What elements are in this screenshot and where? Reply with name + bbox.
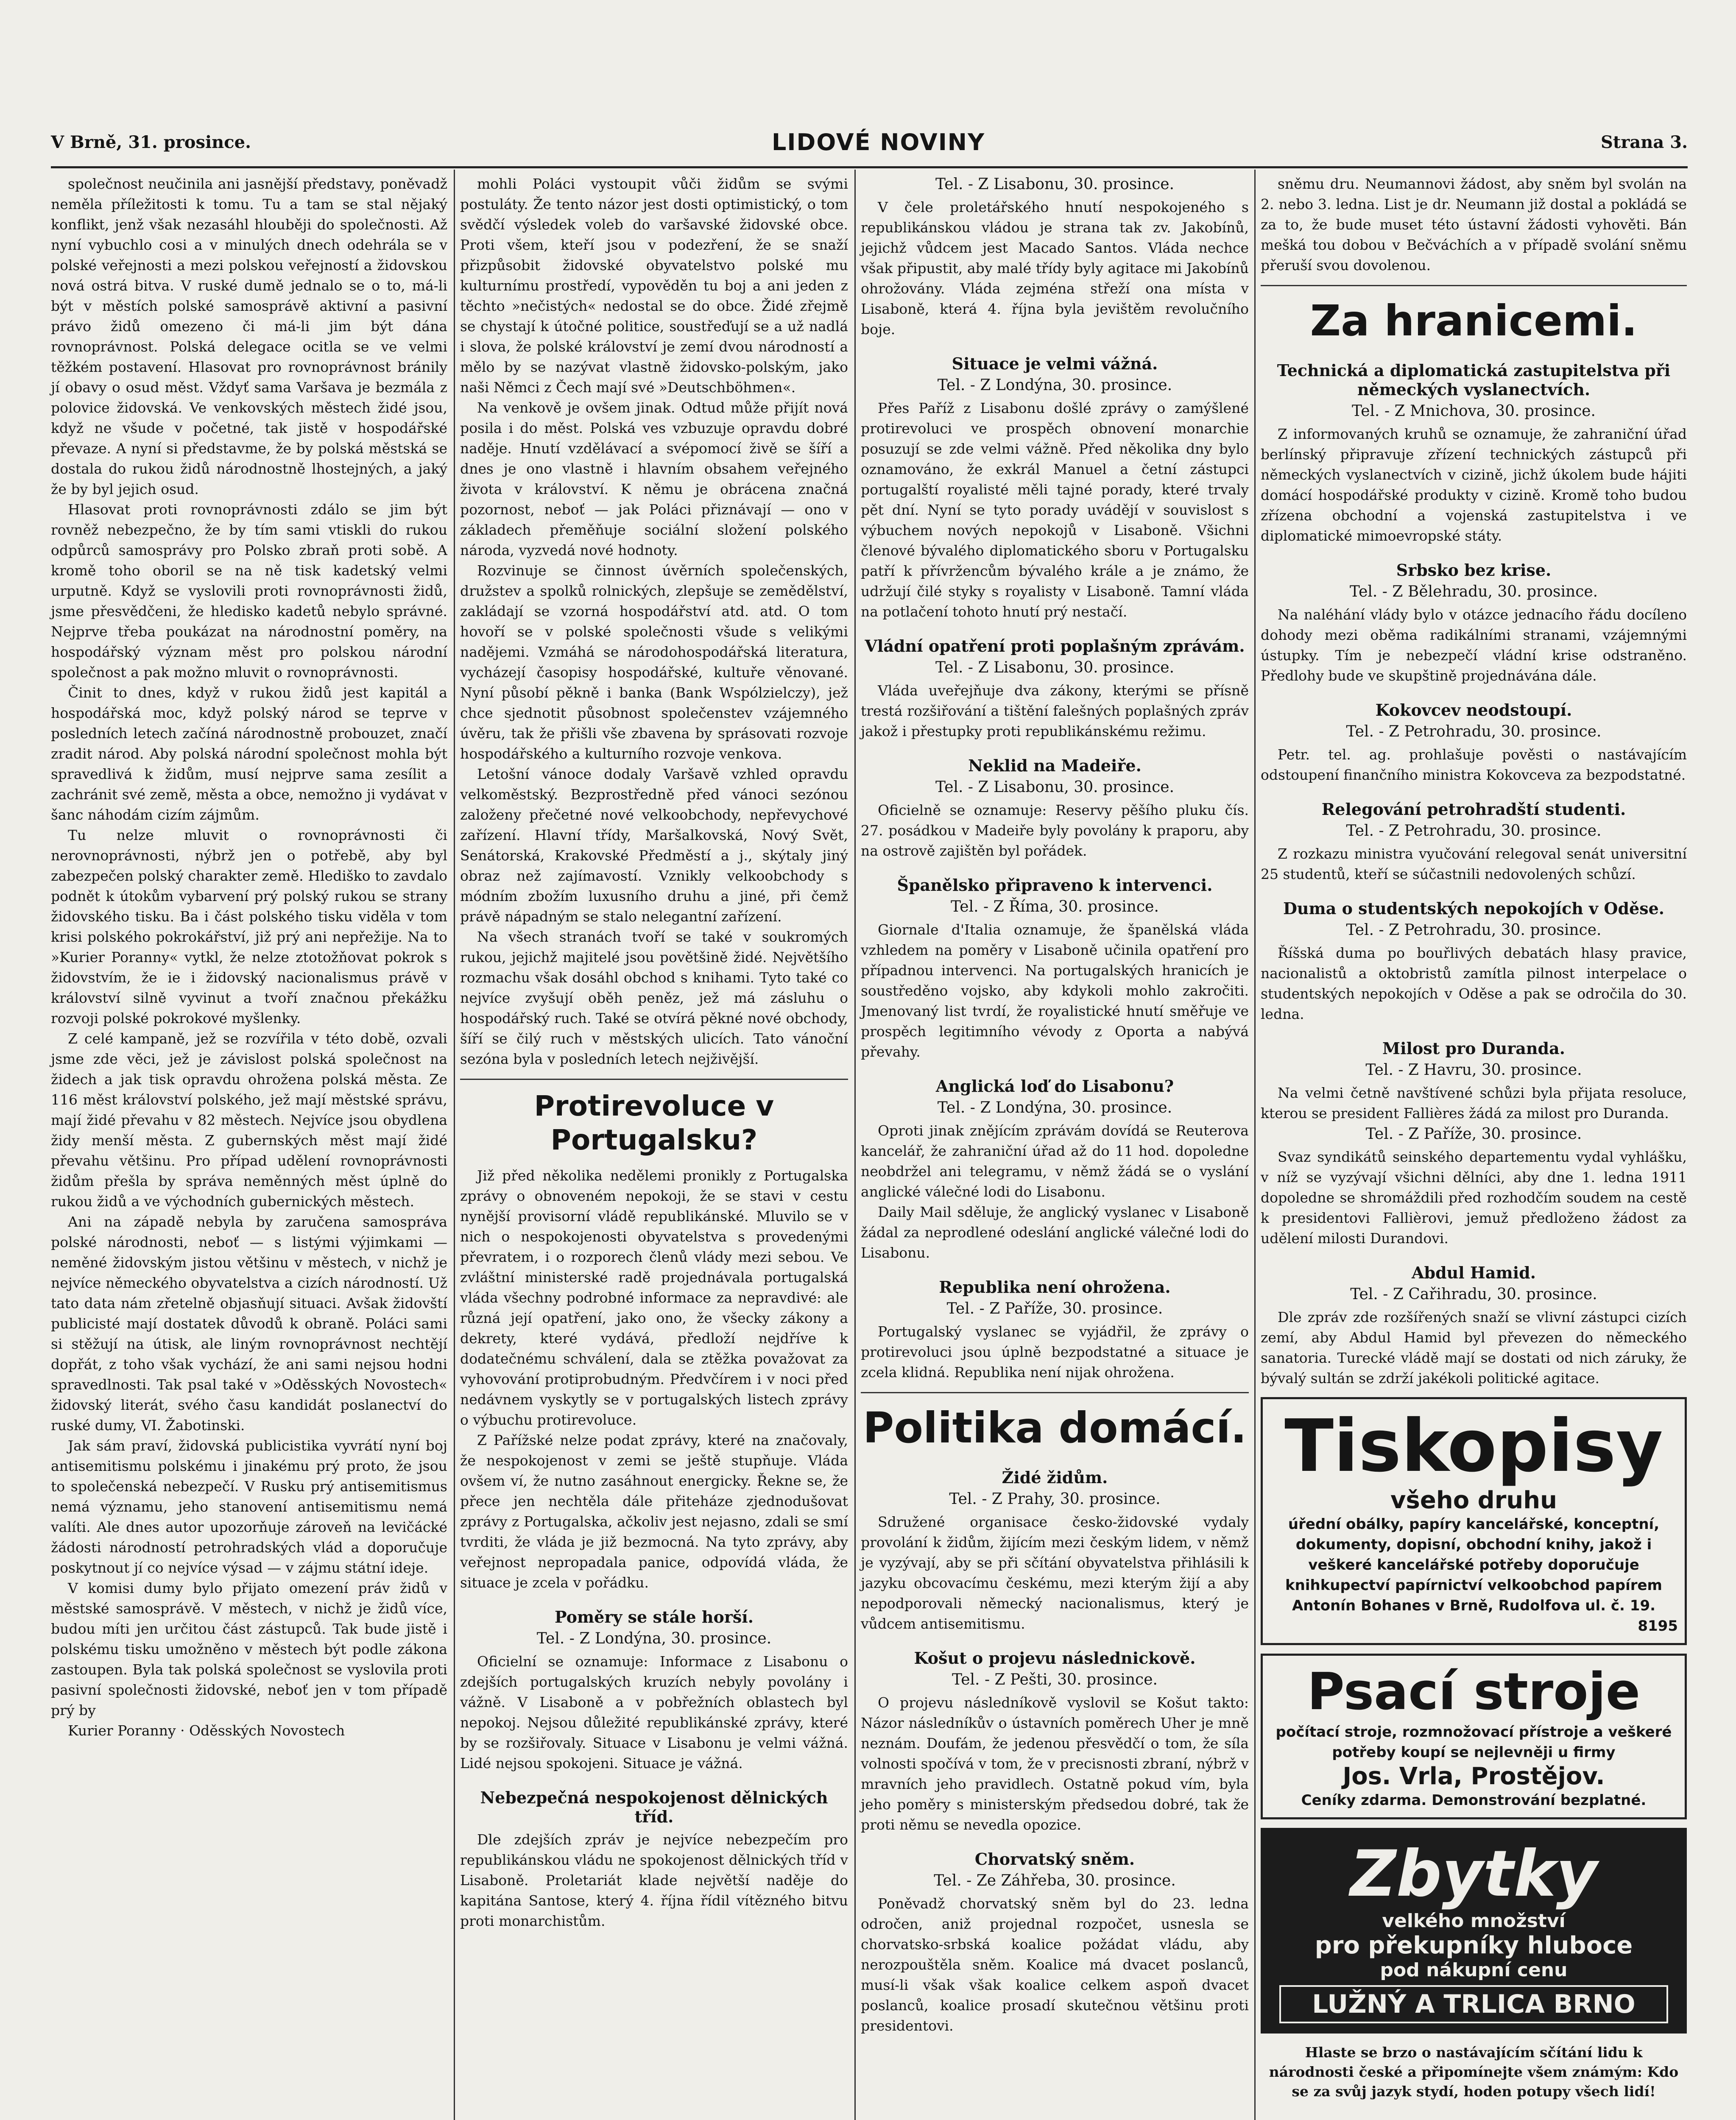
- article-paragraph: Činit to dnes, když v rukou židů jest kapitál a hospodářská moc, když polský národ se teprve v posledních letech začíná národnostně probouzet, značí zradit národ. Aby polská národní společnost mohla být spravedlivá k židům, musí nejprve sama zesílit a zachránit své země, města a obce, nemožno ji vydávat v šanc náhodám cizím zájmům.: [51, 684, 447, 823]
- advertisement-zbytky: [1261, 1828, 1687, 2034]
- dateline: Tel. - Z Londýna, 30. prosince.: [937, 1099, 1172, 1116]
- column-divider: [1254, 170, 1256, 2120]
- footer-appeal: Hlaste se brzo o nastávajícím sčítání lidu k národnosti české a připomínejte všem známým: Kdo se za svůj jazyk stydí, hoden potupy všech lidí!: [1269, 2044, 1679, 2100]
- article-paragraph: Na venkově je ovšem jinak. Odtud může přijít nová posila i do měst. Polská ves vzbuzuje opravdu dobré naděje. Hnutí vzdělávací a svépomocí živě se šíří a dnes je ono vlastně i hlavním obsahem veřejného života v království. K němu je obrácena značná pozornost, neboť — jak Poláci přiznávají — ono v základech přeměňuje sociální složení polského národa, vyzvedá nové hodnoty.: [460, 399, 848, 558]
- ad-subtitle: všeho druhu: [1390, 1487, 1557, 1514]
- article-paragraph: Poněvadž chorvatský sněm byl do 23. ledna odročen, aniž projednal rozpočet, usnesla se chorvatsko-srbská koalice požádat vládu, aby nerozpouštěla sněm. Koalice má dvacet poslanců, musí-li však však koalice celkem aspoň dvacet poslanců, koalice prosadí skutečnou většinu proti presidentovi.: [861, 1895, 1249, 2034]
- ad-line: pro překupníky hluboce: [1315, 1932, 1633, 1959]
- dateline: Tel. - Z Cařihradu, 30. prosince.: [1350, 1286, 1597, 1303]
- article-heading: Nebezpečná nespokojenost dělnických tříd.: [480, 1788, 828, 1826]
- column-1: společnost neučinila ani jasnější představy, poněvadž neměla příležitosti k tomu. Tu a tam se stal nějaký konflikt, jenž však nezasáhl hlouběji do společnosti. Až nyní vybuchlo cosi a v minulých dnech odehrála se v polské veřejnosti a mezi polskou veřejností a židovskou nová ostrá bitva. V ruské dumě jednalo se o to, má-li být v městích polské samosprávě aktivní a pasivní právo židů omezeno či má-li jim být dána rovnoprávnost. Polská delegace ocitla se ve velmi těžkém postavení. Hlasovat pro rovnoprávnost bránily jí obavy o osud měst. Vždyť sama Varšava je bezmála z polovice židovská. Ve venkovských městech židé jsou, když ne všude v početné, tak jistě v hospodářské převaze. A nyní si představme, že by polská městská se dostala do rukou židů národnostně lhostejných, a jaký že by byl jejich osud. Hlasovat proti rovnoprávnosti zdálo se jim být rovněž nebezpečno, že by tím sami vtiskli do rukou odpůrců samosprávy pro Polsko zbraň proti sobě. A kromě toho oboril se na ně tisk kadetský velmi urputně. Když se vyslovili proti rovnoprávnosti židů, jsme přesvědčeni, že hledisko kadetů nebylo správné. Nejprve třeba poukázat na národnostní poměry, na hospodářský význam měst pro polskou národní společnost a pak možno mluvit o rovnoprávnosti. Činit to dnes, když v rukou židů jest kapitál a hospodářská moc, když polský národ se teprve v posledních letech začíná národnostně probouzet, značí zradit národ. Aby polská národní společnost mohla být spravedlivá k židům, musí nejprve sama zesílit a zachránit své země, města a obce, nemožno ji vydávat v šanc náhodám cizím zájmům. Tu nelze mluvit o rovnoprávnosti či nerovnoprávnosti, nýbrž jen o potřebě, aby byl zabezpečen polský charakter země. Hlediško to zavdalo podnět k útokům vybarvení prý polský rukou se strany židovského tisku. Ba i část polského tisku viděla v tom krisi polského pokrokářství, již prý ani nepřežije. Na to »Kurier Poranny« vytkl, že nelze ztotožňovat pokrok s židovstvím, že ie i židovský nacionalismus právě v království silně vyvinut a tvoří značnou překážku rozvoji polské pokrokové myšlenky. Z celé kampaně, jež se rozvířila v této době, ozvali jsme zde věci, jež je závislost polská společnost na židech a jak tisk opravdu ohrožena polská města. Ze 116 měst království polského, jež mají městské správu, mají židé převahu v 82 městech. Nejvíce jsou obydlena židy menší města. Z gubernských měst mají židé převahu většinu. Pro případ udělení rovnoprávnosti židům přešla by správa neměnných měst úplně do rukou židů a ve východních gubernických městech. Ani na západě nebyla by zaručena samospráva polské národnosti, neboť — s listými výjimkami — neměné židovským jistou většinu v městech, v nichž je nejvíce německého obyvatelstva a cizích národností. Už tato data nám zřetelně objasňují situaci. Avšak židovští publicisté mají dostatek důvodů k obraně. Poláci sami si stěžují na útisk, ale liným rovnoprávnost nechtějí dopřát, z toho však vychází, že ani sami nejsou hodni spravedlnosti. Tak psal také v »Oděsských Novostech« židovský literát, svého času kandidát poslanectví do ruské dumy, VI. Žabotinski. Jak sám praví, židovská publicistika vyvrátí nyní boj antisemitismu polskému i jinakému prý proto, že jsou to společenská nebezpečí. V Rusku prý antisemitismus nemá významu, jeho stanovení antisemitismu nemá valíti. Ale dnes autor upozorňuje zároveň na levičácké žádosti národností petrohradských vlád a doporučuje poskytnout jí co nejvíce výsad — v zájmu státní ideje. V komisi dumy bylo přijato omezení práv židů v městské samosprávě. V městech, v nichž je židů více, budou míti jen určitou část zástupců. Tak bude jistě i polskému tisku umožněno v městech být podle zákona zastoupen. Byla tak polská společnost se vyslovila proti pasivní společnosti židovské, neboť jen v tom případě prý by Kurier Poranny · Oděsských Novostech: [51, 174, 447, 1741]
- article-heading: Neklid na Madeiře.: [968, 756, 1142, 775]
- dateline: Tel. - Z Lisabonu, 30. prosince.: [935, 778, 1175, 796]
- section-title: Protirevoluce v Portugalsku?: [534, 1090, 774, 1156]
- article-paragraph: Na naléhání vlády bylo v otázce jednacího řádu docíleno dohody mezi oběma radikálními stranami, vzájemnými ústupky. Tím je nebezpečí vládní krise odstraněno. Předlohy bude ve skupštině projednávána dále.: [1261, 606, 1687, 684]
- article-paragraph: Na všech stranách tvoří se také v soukromých rukou, jejichž majitelé jsou povětšině židé. Největšího rozmachu však dosáhl obchod s knihami. Tyto také co nejvíce zvyšují oběh peněz, jež má zásluhu o hospodářský ruch. Také se otvírá pěkné nové obchody, šíří se čilý ruch v městských ulicích. Tato vánoční sezóna byla v posledních letech nejživější.: [460, 929, 848, 1067]
- dateline: Tel. - Z Říma, 30. prosince.: [951, 898, 1159, 915]
- column-3: [861, 174, 1249, 2036]
- cited-newspaper: Kurier Poranny: [68, 1722, 176, 1739]
- cited-newspaper: Oděsských Novostech: [189, 1722, 345, 1739]
- article-paragraph: Z informovaných kruhů se oznamuje, že zahraniční úřad berlínský připravuje zřízení technických zástupců při německých vyslanectvích v cizině, jichž úkolem bude hájiti domácí hospodářské produkty v cizině. Kromě toho budou zřízena obchodní a vojenská zastupitelstva i ve diplomatické mimoevropské státy.: [1261, 426, 1687, 544]
- article-heading: Anglická loď do Lisabonu?: [935, 1077, 1174, 1096]
- dateline: Tel. - Z Petrohradu, 30. prosince.: [1346, 921, 1602, 939]
- article-paragraph: Přes Paříž z Lisabonu došlé zprávy o zamýšlené protirevoluci ve prospěch obnovení monarchie posuzují se zde velmi vážně. Před několika dny bylo oznamováno, že exkrál Manuel a četní zástupci portugalští royalisté měli tajné porady, které trvaly pět dní. Nyní se tyto porady uvádějí v souvislost s výbuchem nových nepokojů v Lisaboně. Všichni členové bývalého diplomatického sboru v Portugalsku patří k přívržencům bývalého krále a je známo, že udržují čilé styky s royalisty v Lisaboně. Tamní vláda na potlačení tohoto hnutí prý nestačí.: [861, 400, 1249, 620]
- ad-text: počítací stroje, rozmnožovací přístroje a veškeré potřeby koupí se nejlevněji u firmy: [1275, 1724, 1672, 1761]
- dateline: Tel. - Z Petrohradu, 30. prosince.: [1346, 822, 1602, 840]
- article-heading: Španělsko připraveno k intervenci.: [897, 876, 1213, 895]
- article-paragraph: Oproti jinak znějícím zprávám dovídá se Reuterova kancelář, že zahraniční úřad až do 11 hod. dopoledne neobdržel ani telegramu, v němž žádá se o vyslání anglické válečné lodi do Lisabonu.: [861, 1122, 1249, 1200]
- article-paragraph: V čele proletářského hnutí nespokojeného s republikánskou vládou je strana tak zv. Jakobínů, jejichž vůdcem jest Macado Santos. Vláda nechce však připustit, aby malé třídy byly agitace mi Jakobínů ohrožovány. Vláda zejména střeží ona místa v Lisaboně, která 4. října byla jevištěm revolučního boje.: [861, 199, 1249, 338]
- article-heading: Republika není ohrožena.: [939, 1278, 1171, 1297]
- article-paragraph: Dle zpráv zde rozšířených snaží se vlivní zástupci cizích zemí, aby Abdul Hamid byl převezen do německého sanatoria. Turecké vládě mají se dostati od nich záruky, že bývalý sultán se zdrží jakékoli politické agitace.: [1261, 1309, 1687, 1386]
- article-paragraph: Daily Mail sděluje, že anglický vyslanec v Lisaboně žádal za neprodlené odeslání anglické válečné lodi do Lisabonu.: [861, 1204, 1249, 1261]
- section-rule: [861, 1392, 1249, 1393]
- dateline: Tel. - Z Petrohradu, 30. prosince.: [1346, 723, 1602, 740]
- article-heading: Milost pro Duranda.: [1382, 1039, 1565, 1058]
- dateline: Tel. - Z Paříže, 30. prosince.: [1365, 1125, 1582, 1143]
- page-header: [51, 129, 1688, 158]
- article-paragraph: Jak sám praví, židovská publicistika vyvrátí nyní boj antisemitismu polskému i jinakému prý proto, že jsou to společenská nebezpečí. V Rusku prý antisemitismus nemá významu, jeho stanovení antisemitismu nemá valíti. Ale dnes autor upozorňuje zároveň na levičácké žádosti národností petrohradských vlád a doporučuje poskytnout jí co nejvíce výsad — v zájmu státní ideje.: [51, 1437, 447, 1576]
- article-paragraph: společnost neučinila ani jasnější představy, poněvadž neměla příležitosti k tomu. Tu a tam se stal nějaký konflikt, jenž však nezasáhl hlouběji do společnosti. Až nyní vybuchlo cosi a v minulých dnech odehrála se v polské veřejnosti a mezi polskou veřejností a židovskou nová ostrá bitva. V ruské dumě jednalo se o to, má-li být v městích polské samosprávě aktivní a pasivní právo židů omezeno či má-li jim být dána rovnoprávnost. Polská delegace ocitla se ve velmi těžkém postavení. Hlasovat pro rovnoprávnost bránily jí obavy o osud měst. Vždyť sama Varšava je bezmála z polovice židovská. Ve venkovských městech židé jsou, když ne všude v početné, tak jistě v hospodářské převaze. A nyní si představme, že by polská městská se dostala do rukou židů národnostně lhostejných, a jaký že by byl jejich osud.: [51, 176, 447, 497]
- article-paragraph: Z celé kampaně, jež se rozvířila v této době, ozvali jsme zde věci, jež je závislost polská společnost na židech a jak tisk opravdu ohrožena polská města. Ze 116 měst království polského, jež mají městské správu, mají židé převahu v 82 městech. Nejvíce jsou obydlena židy menší města. Z gubernských měst mají židé převahu většinu. Pro případ udělení rovnoprávnosti židům přešla by správa neměnných měst úplně do rukou židů a ve východních gubernických městech.: [51, 1030, 447, 1210]
- ad-code: 8195: [1638, 1618, 1678, 1635]
- article-paragraph: Rozvinuje se činnost úvěrních společenských, družstev a spolků rolnických, zlepšuje se zemědělství, zakládají se vzorná hospodářství atd. atd. O tom hovoří se v polské společnosti všude s velikými nadějemi. Vzmáhá se národohospodářská literatura, vycházejí časopisy hospodářské, kultuře věnované. Nyní působí pěkně i banka (Bank Wspólzielczy), jež chce sjednotit působnost společenstev vzájemného úvěru, tak že přišli vše zbavena by sprásovati rozvoje hospodářského a kulturního rozvoje venkova.: [460, 562, 848, 762]
- article-heading: Kokovcev neodstoupí.: [1375, 700, 1572, 720]
- dateline: Tel. - Ze Záhřeba, 30. prosince.: [934, 1872, 1176, 1889]
- article-heading: Srbsko bez krise.: [1396, 561, 1552, 580]
- article-heading: Poměry se stále horší.: [555, 1607, 754, 1626]
- header-rule: [51, 166, 1688, 168]
- section-rule: [460, 1079, 848, 1080]
- article-heading: Košut o projevu následnickově.: [914, 1649, 1196, 1668]
- article-paragraph: Letošní vánoce dodaly Varšavě vzhled opravdu velkoměstský. Bezprostředně před vánoci sezónou založeny přečetné nové velkoobchody, nepřevychové zařízení. Hlavní třídy, Maršalkovská, Nový Svět, Senátorská, Krakovské Předměstí a j., skýtaly jiný obraz než zajímavostí. Vznikly velkoobchody s módním zbožím luxusního druhu a jiné, při čemž právě nápadným se stalo nelegantní zařízení.: [460, 766, 848, 925]
- dateline: Tel. - Z Lisabonu, 30. prosince.: [935, 176, 1175, 193]
- article-paragraph: Říšská duma po bouřlivých debatách hlasy pravice, nacionalistů a oktobristů zamítla pilnost interpelace o studentských nepokojích v Oděse a pak se odročila do 30. ledna.: [1261, 945, 1687, 1022]
- article-paragraph: Oficielní se oznamuje: Informace z Lisabonu o zdejších portugalských kruzích nebyly povolány i vážně. V Lisaboně a v pobřežních oblastech byl nepokoj. Nejsou důležité republikánské zprávy, které by se rozšiřovaly. Situace v Lisabonu je velmi vážná. Lidé nejsou spokojeni. Situace je vážná.: [460, 1653, 848, 1771]
- article-paragraph: Svaz syndikátů seinského departementu vydal vyhlášku, v níž se vyzývají všichni dělníci, aby dne 1. ledna 1911 dopoledne se shromáždili před rozhodčím soudem na cestě k presidentovi Fallièrovi, jemuž předloženo žádost za udělení milosti Durandovi.: [1261, 1149, 1687, 1247]
- article-heading: Relegování petrohradští studenti.: [1321, 800, 1626, 819]
- ad-note: Ceníky zdarma. Demonstrování bezplatné.: [1301, 1792, 1647, 1809]
- article-heading: Židé židům.: [1002, 1468, 1108, 1487]
- section-title: Politika domácí.: [863, 1403, 1247, 1453]
- column-divider: [454, 170, 455, 2120]
- section-title: Za hranicemi.: [1310, 296, 1638, 346]
- page-number: Strana 3.: [1600, 132, 1688, 152]
- place-date: V Brně, 31. prosince.: [51, 132, 251, 152]
- article-paragraph: Vláda uveřejňuje dva zákony, kterými se přísně trestá rozšiřování a tištění falešných poplašných zpráv jakož i přestupky proti republikánskému režimu.: [861, 682, 1249, 739]
- ad-company: Jos. Vrla, Prostějov.: [1342, 1763, 1605, 1790]
- ad-title: Tiskopisy: [1284, 1404, 1663, 1488]
- dateline: Tel. - Z Mnichova, 30. prosince.: [1352, 402, 1596, 420]
- column-4: [1261, 174, 1687, 2101]
- article-heading: Abdul Hamid.: [1412, 1263, 1536, 1282]
- article-paragraph: V komisi dumy bylo přijato omezení práv židů v městské samosprávě. V městech, v nichž je židů více, budou míti jen určitou část zástupců. Tak bude jistě i polskému tisku umožněno v městech být podle zákona zastoupen. Byla tak polská společnost se vyslovila proti pasivní společnosti židovské, neboť jen v tom případě prý by: [51, 1580, 447, 1718]
- article-paragraph: Již před několika nedělemi pronikly z Portugalska zprávy o obnoveném nepokoji, že se stavi v cestu nynější provisorní vládě republikánské. Mluvilo se v nich o nespokojenosti obyvatelstva s provedenými převratem, i o rozporech členů vlády mezi sebou. Ve zvláštní ministerské radě projednávala portugalská vláda všechny podrobné informace za nepravdivé: ale různá její opatření, jako ono, že všecky zákony a dekrety, které vydává, předloží nejdříve k dodatečnému schválení, dala se ztěžka považovat za vyhovování protiprobudným. Předvčírem i v noci před nedávnem vyskytly se v portugalských listech zprávy o výbuchu protirevoluce.: [460, 1167, 848, 1428]
- dateline: Tel. - Z Paříže, 30. prosince.: [946, 1300, 1163, 1317]
- ad-title: Psací stroje: [1307, 1663, 1641, 1721]
- article-paragraph: sněmu dru. Neumannovi žádost, aby sněm byl svolán na 2. nebo 3. ledna. List je dr. Neumann již dostal a pokládá se za to, že bude muset této ústavní žádosti vyhověti. Bán mešká tou dobou v Bečváchích a v případě svolání sněmu přeruší svou dovolenou.: [1261, 176, 1687, 273]
- ad-line: pod nákupní cenu: [1380, 1959, 1568, 1981]
- article-paragraph: O projevu následníkově vyslovil se Košut takto: Názor následníkův o ústavních poměrech Uher je mně neznám. Doufám, že jedenou přesvědčí o tom, že síla volnosti spočívá v tom, že v precisnosti zbraní, nýbrž v mravních jeho pravidlech. Ostatně pokud vím, byla jeho poměry s ministerským předsedou dobré, tak že proti němu se nevedla opozice.: [861, 1694, 1249, 1833]
- article-heading: Duma o studentských nepokojích v Oděse.: [1283, 899, 1665, 918]
- article-paragraph: Tu nelze mluvit o rovnoprávnosti či nerovnoprávnosti, nýbrž jen o potřebě, aby byl zabezpečen polský charakter země. Hlediško to zavdalo podnět k útokům vybarvení prý polský rukou se strany židovského tisku. Ba i část polského tisku viděla v tom krisi polského pokrokářství, již prý ani nepřežije. Na to »Kurier Poranny« vytkl, že nelze ztotožňovat pokrok s židovstvím, že ie i židovský nacionalismus právě v království silně vyvinut a tvoří značnou překážku rozvoji polské pokrokové myšlenky.: [51, 827, 447, 1027]
- article-paragraph: Petr. tel. ag. prohlašuje pověsti o nastávajícím odstoupení finančního ministra Kokovceva za bezpodstatné.: [1261, 746, 1687, 783]
- dateline: Tel. - Z Londýna, 30. prosince.: [937, 377, 1172, 394]
- article-paragraph: Z rozkazu ministra vyučování relegoval senát universitní 25 studentů, kteří se súčastnili nedovolených schůzí.: [1261, 845, 1687, 882]
- ad-text: úřední obálky, papíry kancelářské, konceptní, dokumenty, dopisní, obchodní knihy, jakož i veškeré kancelářské potřeby doporučuje knihkupectví papírnictví velkoobchod papírem Antonín Bohanes v Brně, Rudolfova ul. č. 19.: [1285, 1516, 1662, 1614]
- article-paragraph: Hlasovat proti rovnoprávnosti zdálo se jim být rovněž nebezpečno, že by tím sami vtiskli do rukou odpůrců samosprávy pro Polsko zbraň proti sobě. A kromě toho oboril se na ně tisk kadetský velmi urputně. Když se vyslovili proti rovnoprávnosti židů, jsme přesvědčeni, že hledisko kadetů nebylo správné. Nejprve třeba poukázat na národnostní poměry, na hospodářský význam měst pro polskou národní společnost a pak možno mluvit o rovnoprávnosti.: [51, 501, 447, 681]
- column-2: [460, 174, 848, 1931]
- dateline: Tel. - Z Londýna, 30. prosince.: [536, 1630, 772, 1647]
- masthead: LIDOVÉ NOVINY: [772, 129, 985, 156]
- article-paragraph: Ani na západě nebyla by zaručena samospráva polské národnosti, neboť — s listými výjimkami — neměné židovským jistou většinu v městech, v nichž je nejvíce německého obyvatelstva a cizích národností. Už tato data nám zřetelně objasňují situaci. Avšak židovští publicisté mají dostatek důvodů k obraně. Poláci sami si stěžují na útisk, ale liným rovnoprávnost nechtějí dopřát, z toho však vychází, že ani sami nejsou hodni spravedlnosti. Tak psal také v »Oděsských Novostech« židovský literát, svého času kandidát poslanectví do ruské dumy, VI. Žabotinski.: [51, 1213, 447, 1434]
- article-paragraph: Na velmi četně navštívené schůzi byla přijata resoluce, kterou se president Fallières žádá za milost pro Duranda.: [1261, 1085, 1687, 1121]
- dateline: Tel. - Z Lisabonu, 30. prosince.: [935, 659, 1175, 676]
- dateline: Tel. - Z Bělehradu, 30. prosince.: [1349, 583, 1598, 600]
- dateline: Tel. - Z Pešti, 30. prosince.: [952, 1671, 1158, 1688]
- dateline: Tel. - Z Havru, 30. prosince.: [1365, 1061, 1582, 1079]
- article-heading: Vládní opatření proti poplašným zprávám.: [865, 636, 1245, 656]
- article-paragraph: Dle zdejších zpráv je nejvíce nebezpečím pro republikánskou vládu ne spokojenost dělnických tříd v Lisaboně. Proletariát klade největší naděje do kapitána Santose, který 4. října řídil vítězného bitvu proti monarchistům.: [460, 1831, 848, 1929]
- article-paragraph: Oficielně se oznamuje: Reservy pěšího pluku čís. 27. posádkou v Madeiře byly povolány k praporu, aby na ostrově zajištěn byl pořádek.: [861, 802, 1249, 859]
- article-paragraph: mohli Poláci vystoupit vůči židům se svými postuláty. Že tento názor jest dosti optimistický, o tom svědčí výsledek voleb do varšavské židovské obce. Proti všem, kteří jsou v podezření, že se snaží přizpůsobit židovské obyvatelstvo polské mu kulturnímu prostředí, vypověděn tu boj a ani jeden z těchto »nečistých« nedostal se do obce. Židé zřejmě se chystají k útočné politice, soustřeďují se a už nadlá i slova, že polské království je zemí dvou národností a mělo by se nazývat vlastně židovsko-polským, jako naši Němci z Čech mají své »Deutschböhmen«.: [460, 176, 848, 396]
- section-rule: [1261, 285, 1687, 286]
- article-paragraph: Z Pařížské nelze podat zprávy, které na značovaly, že nespokojenost v zemi se ještě stupňuje. Vláda ovšem ví, že nutno zasáhnout energicky. Řekne se, že přece jen nechtěla dále přiteháze zjednodušovat zprávy z Portugalska, ačkoliv jest nejasno, zdali se smí tvrditi, že vláda je již bezmocná. Na tyto zprávy, aby veřejnost nepropadala panice, odpovídá vláda, že situace je zcela v pořádku.: [460, 1432, 848, 1591]
- article-paragraph: Portugalský vyslanec se vyjádřil, že zprávy o protirevoluci jsou úplně bezpodstatné a situace je zcela klidná. Republika není nijak ohrožena.: [861, 1323, 1249, 1381]
- article-heading: Technická a diplomatická zastupitelstva při německých vyslanectvích.: [1277, 361, 1671, 399]
- article-paragraph: Sdružené organisace česko-židovské vydaly provolání k židům, žijícím mezi českým lidem, v němž je vyzývají, aby se při sčítání obyvatelstva přihlásili k jazyku obcovacímu českému, mezi kterým žijí a aby nepodporovali německý nacionalismus, který je vůdcem antisemitismu.: [861, 1514, 1249, 1632]
- dateline: Tel. - Z Prahy, 30. prosince.: [949, 1490, 1161, 1508]
- column-divider: [854, 170, 856, 2120]
- ad-line: velkého množství: [1382, 1910, 1566, 1932]
- article-paragraph: Giornale d'Italia oznamuje, že španělská vláda vzhledem na poměry v Lisaboně učinila opatření pro případnou intervenci. Na portugalských hranicích je soustředěno vojsko, aby kdykoli mohlo zakročiti. Jmenovaný list tvrdí, že royalistické hnutí směřuje ve prospěch legitimního vévody z Oporta a nabývá převahy.: [861, 921, 1249, 1060]
- ad-title: Zbytky: [1350, 1837, 1598, 1911]
- article-heading: Situace je velmi vážná.: [952, 354, 1158, 373]
- advertisement-typewriters: [1261, 1654, 1687, 1819]
- article-heading: Chorvatský sněm.: [974, 1849, 1135, 1869]
- ad-company: LUŽNÝ A TRLICA BRNO: [1279, 1985, 1668, 2023]
- advertisement-tiskopisy: [1261, 1397, 1687, 1645]
